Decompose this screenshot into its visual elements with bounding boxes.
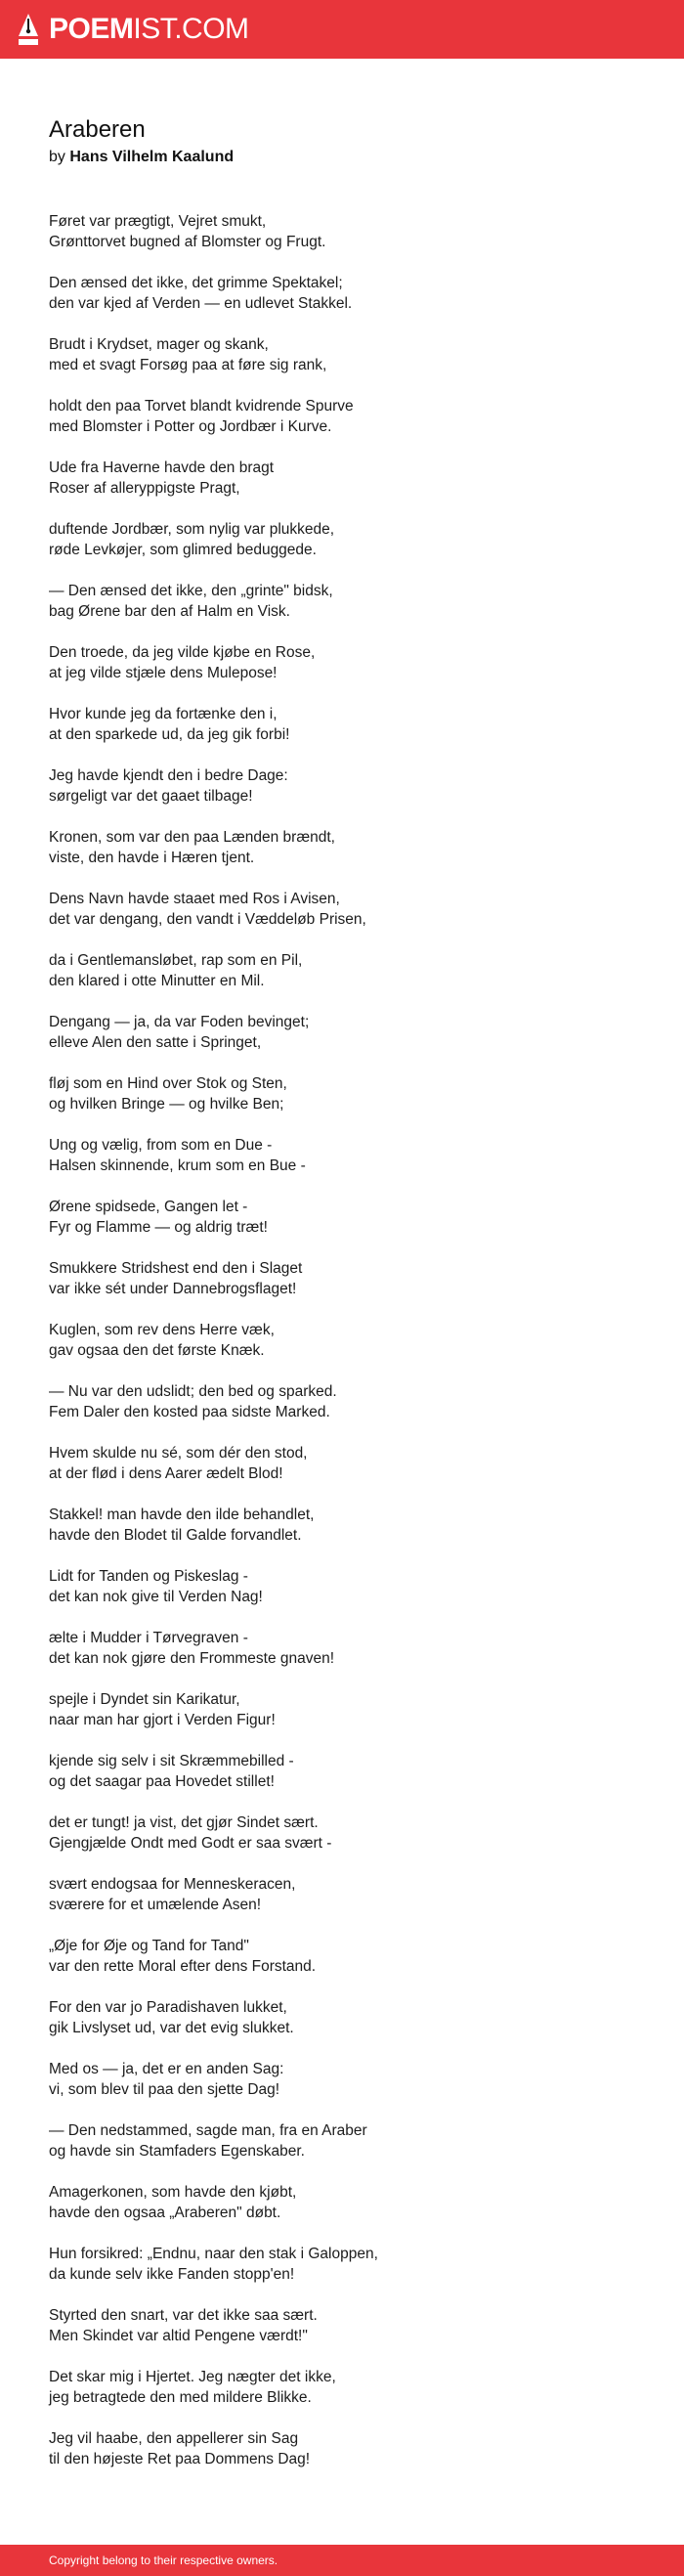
poem-stanza [49, 211, 635, 252]
poem-line: duftende Jordbær, som nylig var plukkede, [49, 521, 335, 538]
poem-line: Kuglen, som rev dens Herre væk, [49, 1322, 275, 1338]
poem-stanza [49, 2244, 635, 2285]
poem-stanza [49, 2367, 635, 2408]
poem-stanza [49, 1997, 635, 2038]
poem-line: sørgeligt var det gaaet tilbage! [49, 788, 253, 805]
poem-stanza [49, 2428, 635, 2469]
poem-line: med et svagt Forsøg paa at føre sig rank, [49, 357, 327, 373]
poem-line: bag Ørene bar den af Halm en Visk. [49, 603, 290, 620]
poem-line: Smukkere Stridshest end den i Slaget [49, 1260, 303, 1277]
site-logo-link[interactable] [18, 13, 249, 46]
poem-line: var den rette Moral efter dens Forstand. [49, 1958, 317, 1975]
poem-stanza [49, 1812, 635, 1854]
poem-line: — Den nedstammed, sagde man, fra en Araber [49, 2122, 367, 2139]
poem-stanza [49, 458, 635, 499]
poem-line: For den var jo Paradishaven lukket, [49, 1999, 287, 2016]
poem-line: røde Levkøjer, som glimred beduggede. [49, 542, 317, 558]
poem-line: Føret var prægtigt, Vejret smukt, [49, 213, 267, 230]
poem-stanza [49, 1566, 635, 1607]
poem-line: Styrted den snart, var det ikke saa sært. [49, 2307, 318, 2324]
poem-line: Dens Navn havde staaet med Ros i Avisen, [49, 891, 340, 907]
poem-line: og det saagar paa Hovedet stillet! [49, 1773, 275, 1790]
poem-line: Lidt for Tanden og Piskeslag - [49, 1568, 248, 1585]
poem-line: Stakkel! man havde den ilde behandlet, [49, 1506, 315, 1523]
poem-stanza [49, 1689, 635, 1730]
poem-stanza [49, 1443, 635, 1484]
poem-stanza [49, 519, 635, 560]
poem-line: med Blomster i Potter og Jordbær i Kurve. [49, 418, 332, 435]
poem-line: Fem Daler den kosted paa sidste Marked. [49, 1404, 330, 1420]
poem-line: — Nu var den udslidt; den bed og sparked. [49, 1383, 337, 1400]
poem-line: svært endogsaa for Menneskeracen, [49, 1876, 296, 1893]
poem-stanza [49, 950, 635, 991]
poem-line: var ikke sét under Dannebrogsflaget! [49, 1281, 297, 1297]
poem-stanza [49, 581, 635, 622]
poem-stanza [49, 2182, 635, 2223]
poem-line: Jeg havde kjendt den i bedre Dage: [49, 767, 288, 784]
poem-line: Men Skindet var altid Pengene værdt!" [49, 2328, 308, 2344]
poem-line: havde den ogsaa „Araberen" døbt. [49, 2205, 281, 2221]
poem-line: Ørene spidsede, Gangen let - [49, 1199, 248, 1215]
poem-stanza [49, 396, 635, 437]
logo-bold-text: POEM [49, 13, 134, 45]
poem-line: Den ænsed det ikke, det grimme Spektakel; [49, 275, 343, 291]
poem-line: og havde sin Stamfaders Egenskaber. [49, 2143, 305, 2160]
poem-line: Ung og vælig, from som en Due - [49, 1137, 273, 1154]
quill-logo-icon [18, 13, 39, 46]
logo-light-text: IST.COM [133, 13, 249, 45]
poem-stanza [49, 1073, 635, 1114]
poem-line: Det skar mig i Hjertet. Jeg nægter det ikke, [49, 2369, 336, 2385]
poem-stanza [49, 1320, 635, 1361]
poem-stanza [49, 1505, 635, 1546]
poem-line: fløj som en Hind over Stok og Sten, [49, 1075, 287, 1092]
poem-stanza [49, 642, 635, 683]
poem-title: Araberen [49, 116, 146, 143]
poem-stanza [49, 1936, 635, 1977]
poem-line: — Den ænsed det ikke, den „grinte" bidsk, [49, 583, 333, 599]
poem-stanza [49, 1135, 635, 1176]
poem-line: viste, den havde i Hæren tjent. [49, 850, 255, 866]
poem-stanza [49, 2059, 635, 2100]
poem-line: ælte i Mudder i Tørvegraven - [49, 1630, 248, 1646]
poem-line: Brudt i Krydset, mager og skank, [49, 336, 269, 353]
poem-line: holdt den paa Torvet blandt kvidrende Spurve [49, 398, 354, 415]
poem-line: Halsen skinnende, krum som en Bue - [49, 1157, 306, 1174]
poem-stanza [49, 827, 635, 868]
site-header [0, 0, 684, 59]
poem-line: elleve Alen den satte i Springet, [49, 1034, 262, 1051]
poem-line: Jeg vil haabe, den appellerer sin Sag [49, 2430, 299, 2447]
poem-stanza [49, 704, 635, 745]
poem-line: Med os — ja, det er en anden Sag: [49, 2061, 284, 2077]
poem-line: spejle i Dyndet sin Karikatur, [49, 1691, 240, 1708]
poem-line: at den sparkede ud, da jeg gik forbi! [49, 726, 290, 743]
copyright-text: Copyright belong to their respective owners. [49, 2554, 278, 2567]
poem-line: at jeg vilde stjæle dens Mulepose! [49, 665, 278, 681]
poem-heading [49, 115, 635, 168]
poem-line: „Øje for Øje og Tand for Tand" [49, 1938, 249, 1954]
poem-line: det kan nok give til Verden Nag! [49, 1589, 263, 1605]
poem-line: gik Livslyset ud, var det evig slukket. [49, 2020, 294, 2036]
poem-line: Hvem skulde nu sé, som dér den stod, [49, 1445, 308, 1462]
poem-line: Ude fra Haverne havde den bragt [49, 459, 275, 476]
poem-stanza [49, 765, 635, 807]
poem-line: vi, som blev til paa den sjette Dag! [49, 2081, 280, 2098]
poem-line: Fyr og Flamme — og aldrig træt! [49, 1219, 268, 1236]
poem-stanza [49, 334, 635, 375]
poem-line: naar man har gjort i Verden Figur! [49, 1712, 276, 1728]
poem-stanza [49, 889, 635, 930]
poem-stanza [49, 1874, 635, 1915]
poem-line: Roser af alleryppigste Pragt, [49, 480, 240, 497]
poem-stanza [49, 2120, 635, 2161]
poem-line: Kronen, som var den paa Lænden brændt, [49, 829, 335, 846]
poem-line: til den højeste Ret paa Dommens Dag! [49, 2451, 311, 2467]
poem-line: den var kjed af Verden — en udlevet Stakkel. [49, 295, 353, 312]
poem-line: havde den Blodet til Galde forvandlet. [49, 1527, 302, 1544]
poem-stanza [49, 1012, 635, 1053]
poem-line: sværere for et umælende Asen! [49, 1897, 262, 1913]
poem-line: Den troede, da jeg vilde kjøbe en Rose, [49, 644, 316, 661]
poem-line: jeg betragtede den med mildere Blikke. [49, 2389, 312, 2406]
poem-line: Dengang — ja, da var Foden bevinget; [49, 1014, 310, 1030]
poem-stanza [49, 273, 635, 314]
poem-line: Grønttorvet bugned af Blomster og Frugt. [49, 234, 326, 250]
poem-line: Hvor kunde jeg da fortænke den i, [49, 706, 278, 722]
poem-stanza [49, 1628, 635, 1669]
poem-line: at der flød i dens Aarer ædelt Blod! [49, 1465, 283, 1482]
poem-body [49, 211, 635, 2490]
poem-line: Amagerkonen, som havde den kjøbt, [49, 2184, 297, 2201]
byline [49, 147, 635, 168]
poem-line: Hun forsikred: „Endnu, naar den stak i Galoppen, [49, 2246, 378, 2262]
poem-line: Gjengjælde Ondt med Godt er saa svært - [49, 1835, 332, 1852]
poem-line: det var dengang, den vandt i Væddeløb Prisen, [49, 911, 366, 928]
author-link[interactable]: Hans Vilhelm Kaalund [69, 149, 235, 165]
poem-stanza [49, 1258, 635, 1299]
poem-stanza [49, 1751, 635, 1792]
site-footer [0, 2545, 684, 2576]
poem-line: og hvilken Bringe — og hvilke Ben; [49, 1096, 284, 1113]
poem-line: det kan nok gjøre den Frommeste gnaven! [49, 1650, 335, 1667]
poem-line: da i Gentlemansløbet, rap som en Pil, [49, 952, 303, 969]
poem-stanza [49, 2305, 635, 2346]
byline-prefix: by [49, 149, 65, 165]
poem-line: det er tungt! ja vist, det gjør Sindet sært. [49, 1814, 319, 1831]
poem-line: da kunde selv ikke Fanden stopp'en! [49, 2266, 295, 2283]
poem-stanza [49, 1197, 635, 1238]
poem-line: den klared i otte Minutter en Mil. [49, 973, 265, 989]
site-logo-text [49, 15, 249, 44]
poem-stanza [49, 1381, 635, 1422]
poem-line: kjende sig selv i sit Skræmmebilled - [49, 1753, 294, 1769]
poem-line: gav ogsaa den det første Knæk. [49, 1342, 265, 1359]
